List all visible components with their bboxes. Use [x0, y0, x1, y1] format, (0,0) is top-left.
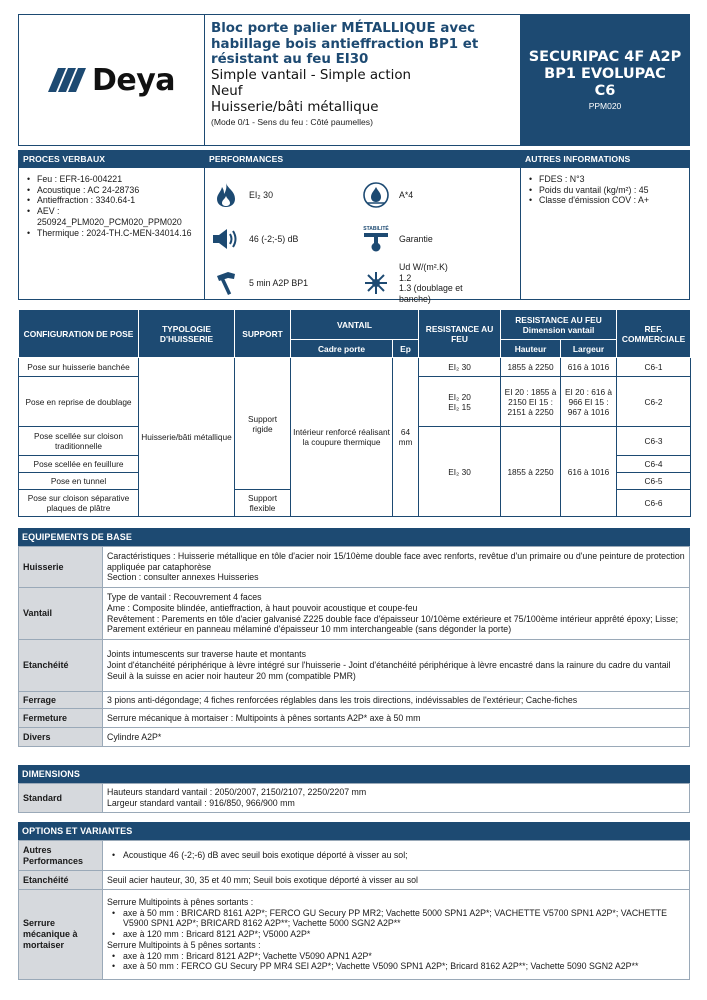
dimensions-heading: DIMENSIONS — [18, 765, 690, 783]
product-code: PPM020 — [588, 101, 622, 111]
header-largeur: Largeur — [561, 340, 617, 358]
list-item: • Feu : EFR-16-004221 — [27, 174, 200, 185]
performances-heading: PERFORMANCES — [205, 151, 520, 168]
pose-cell: Pose en reprise de doublage — [19, 377, 139, 427]
proces-verbaux-column — [19, 151, 205, 299]
largeur-cell: 616 à 1016 — [561, 358, 617, 377]
table-row: Divers Cylindre A2P* — [19, 728, 690, 747]
autres-informations-list — [521, 168, 689, 206]
table-row: Vantail Type de vantail : Recouvrement 4 faces Ame : Composite blindée, antieffraction, à haut pouvoir acoustique et coupe-feu Revêtement : Parements en tôle d'acier galvanisé Z225 double face d'épaisseur 10/10ème extérieure et 75/100ème intérieur apprêté époxy; Lisse; Parement extérieur en panneau mélaminé d'épaisseur 10 mm interchangeable (sans dégonder la porte) — [19, 588, 690, 640]
stability-performance: STABILITÉ Garantie — [359, 217, 515, 261]
options-section — [18, 822, 690, 980]
resistance-cell: EI₂ 30 — [419, 358, 501, 377]
dimensions-section — [18, 765, 690, 813]
acoustic-performance: 46 (-2;-5) dB — [209, 217, 359, 261]
table-row: Autres Performances • Acoustique 46 (-2;-6) dB avec seuil bois exotique déporté à visser au sol; — [19, 841, 690, 871]
support-rigide-cell: Support rigide — [235, 358, 291, 490]
list-item: • FDES : N°3 — [529, 174, 685, 185]
fire-direction-note: (Mode 0/1 - Sens du feu : Côté paumelles) — [211, 116, 373, 127]
snowflake-sun-icon — [359, 269, 393, 297]
list-item: • Poids du vantail (kg/m²) : 45 — [529, 185, 685, 196]
table-row: Huisserie Caractéristiques : Huisserie métallique en tôle d'acier noir 15/10ème double face avec renforts, revêtue d'un primaire ou d'une peinture de protection appliquée par cataphorèse Section : consulter annexes Huisseries — [19, 547, 690, 588]
list-item: • Thermique : 2024-TH.C-MEN-34014.16 — [27, 228, 200, 239]
support-flexible-cell: Support flexible — [235, 490, 291, 517]
ref-cell: C6-1 — [617, 358, 691, 377]
largeur-cell: 616 à 1016 — [561, 427, 617, 517]
largeur-cell: EI 20 : 616 à 966 EI 15 : 967 à 1016 — [561, 377, 617, 427]
ref-cell: C6-5 — [617, 473, 691, 490]
list-item: • Acoustique : AC 24-28736 — [27, 185, 200, 196]
ref-cell: C6-4 — [617, 456, 691, 473]
header-resistance-dimension: RESISTANCE AU FEU Dimension vantail — [501, 310, 617, 340]
proces-verbaux-list — [19, 168, 204, 238]
product-subtitle: Simple vantail - Simple action Neuf Huisserie/bâti métallique — [211, 67, 412, 115]
resistance-cell: EI₂ 30 — [419, 427, 501, 517]
pose-cell: Pose scellée sur cloison traditionnelle — [19, 427, 139, 456]
ref-cell: C6-3 — [617, 427, 691, 456]
table-row: Fermeture Serrure mécanique à mortaiser : Multipoints à pênes sortants A2P* axe à 50 mm — [19, 709, 690, 728]
header-ep: Ep — [393, 340, 419, 358]
table-row: Etanchéité Joints intumescents sur traverse haute et montants Joint d'étanchéité périphérique à lèvre intégré sur l'huisserie - Joint d'étanchéité périphérique à lèvre encastré dans la rainure du cadre du vantail Seuil à la suisse en acier noir hauteur 20 mm (compatible PMR) — [19, 640, 690, 692]
info-band — [18, 150, 690, 304]
autres-informations-heading: AUTRES INFORMATIONS — [521, 151, 689, 168]
header-ref: REF. COMMERCIALE — [617, 310, 691, 358]
table-row — [19, 358, 691, 377]
pose-cell: Pose scellée en feuillure — [19, 456, 139, 473]
options-heading: OPTIONS ET VARIANTES — [18, 822, 690, 840]
ep-cell: 64 mm — [393, 358, 419, 517]
resistance-cell: EI₂ 20 EI₂ 15 — [419, 377, 501, 427]
header-vantail: VANTAIL — [291, 310, 419, 340]
security-performance: 5 min A2P BP1 — [209, 261, 359, 305]
hammer-icon — [209, 269, 243, 297]
list-item: • AEV : 250924_PLM020_PCM020_PPM020 — [27, 206, 200, 227]
typologie-cell: Huisserie/bâti métallique — [139, 358, 235, 517]
header-cadre: Cadre porte — [291, 340, 393, 358]
configuration-table — [18, 309, 691, 517]
fire-performance: EI₂ 30 — [209, 173, 359, 217]
proces-verbaux-heading: PROCES VERBAUX — [19, 151, 204, 168]
logo-text: Deya — [91, 62, 176, 98]
document-header — [18, 14, 690, 146]
hauteur-cell: 1855 à 2250 — [501, 358, 561, 377]
header-support: SUPPORT — [235, 310, 291, 358]
hauteur-cell: 1855 à 2250 — [501, 427, 561, 517]
product-title: Bloc porte palier MÉTALLIQUE avec habillage bois antieffraction BP1 et résistant au feu EI30 — [211, 21, 479, 67]
header-config: CONFIGURATION DE POSE — [19, 310, 139, 358]
flame-icon — [209, 181, 243, 209]
product-reference-block: SECURIPAC 4F A2P BP1 EVOLUPAC C6 PPM020 — [521, 15, 689, 145]
hauteur-cell: EI 20 : 1855 à 2150 EI 15 : 2151 à 2250 — [501, 377, 561, 427]
aev-wind-water-icon — [359, 181, 393, 209]
brand-logo — [19, 15, 205, 145]
autres-informations-column — [521, 151, 689, 299]
speaker-icon — [209, 225, 243, 253]
table-row: Standard Hauteurs standard vantail : 2050/2007, 2150/2107, 2250/2207 mm Largeur standard vantail : 916/850, 966/900 mm — [19, 784, 690, 813]
pose-cell: Pose en tunnel — [19, 473, 139, 490]
ref-cell: C6-2 — [617, 377, 691, 427]
list-item: • Antieffraction : 3340.64-1 — [27, 195, 200, 206]
list-item: • Classe d'émission COV : A+ — [529, 195, 685, 206]
pose-cell: Pose sur huisserie banchée — [19, 358, 139, 377]
stability-icon: STABILITÉ — [359, 225, 393, 253]
product-description — [205, 15, 521, 145]
pose-cell: Pose sur cloison séparative plaques de plâtre — [19, 490, 139, 517]
aev-performance: A*4 — [359, 173, 515, 217]
table-row: Serrure mécanique à mortaiser Serrure Multipoints à pênes sortants : • axe à 50 mm : BRICARD 8161 A2P*; FERCO GU Secury PP MR2; Vachette 5000 SPN1 A2P*; VACHETTE V5700 SPN1 A2P*; VACHETTE V5900 SPN1 A2P*; BRICARD 8162 A2P**; Vachette 5000 SGN2 A2P** • axe à 120 mm : Bricard 8121 A2P*; V5000 A2P* Serrure Multipoints à 5 pênes sortants : • axe à 120 mm : Bricard 8121 A2P*; Vachette V5090 APN1 A2P* • axe à 50 mm : FERCO GU Secury PP MR4 SEI A2P*; Vachette V5090 SPN1 A2P*; Bricard 8162 A2P**; Vachette 5090 SGN2 A2P** — [19, 890, 690, 980]
equipements-section — [18, 528, 690, 747]
table-row: Ferrage 3 pions anti-dégondage; 4 fiches renforcées réglables dans les trois directions, indévissables de l'extérieur; Cache-fiches — [19, 692, 690, 709]
deya-logo-mark-icon — [48, 68, 86, 92]
ref-cell: C6-6 — [617, 490, 691, 517]
thermal-performance: Ud W/(m².K) 1.2 1.3 (doublage et banche) — [359, 261, 515, 305]
table-row: Etanchéité Seuil acier hauteur, 30, 35 et 40 mm; Seuil bois exotique déporté à visser au sol — [19, 871, 690, 890]
header-hauteur: Hauteur — [501, 340, 561, 358]
cadre-cell: Intérieur renforcé réalisant la coupure thermique — [291, 358, 393, 517]
header-typologie: TYPOLOGIE D'HUISSERIE — [139, 310, 235, 358]
equipements-heading: EQUIPEMENTS DE BASE — [18, 528, 690, 546]
performances-column — [205, 151, 521, 304]
header-resistance: RESISTANCE AU FEU — [419, 310, 501, 358]
